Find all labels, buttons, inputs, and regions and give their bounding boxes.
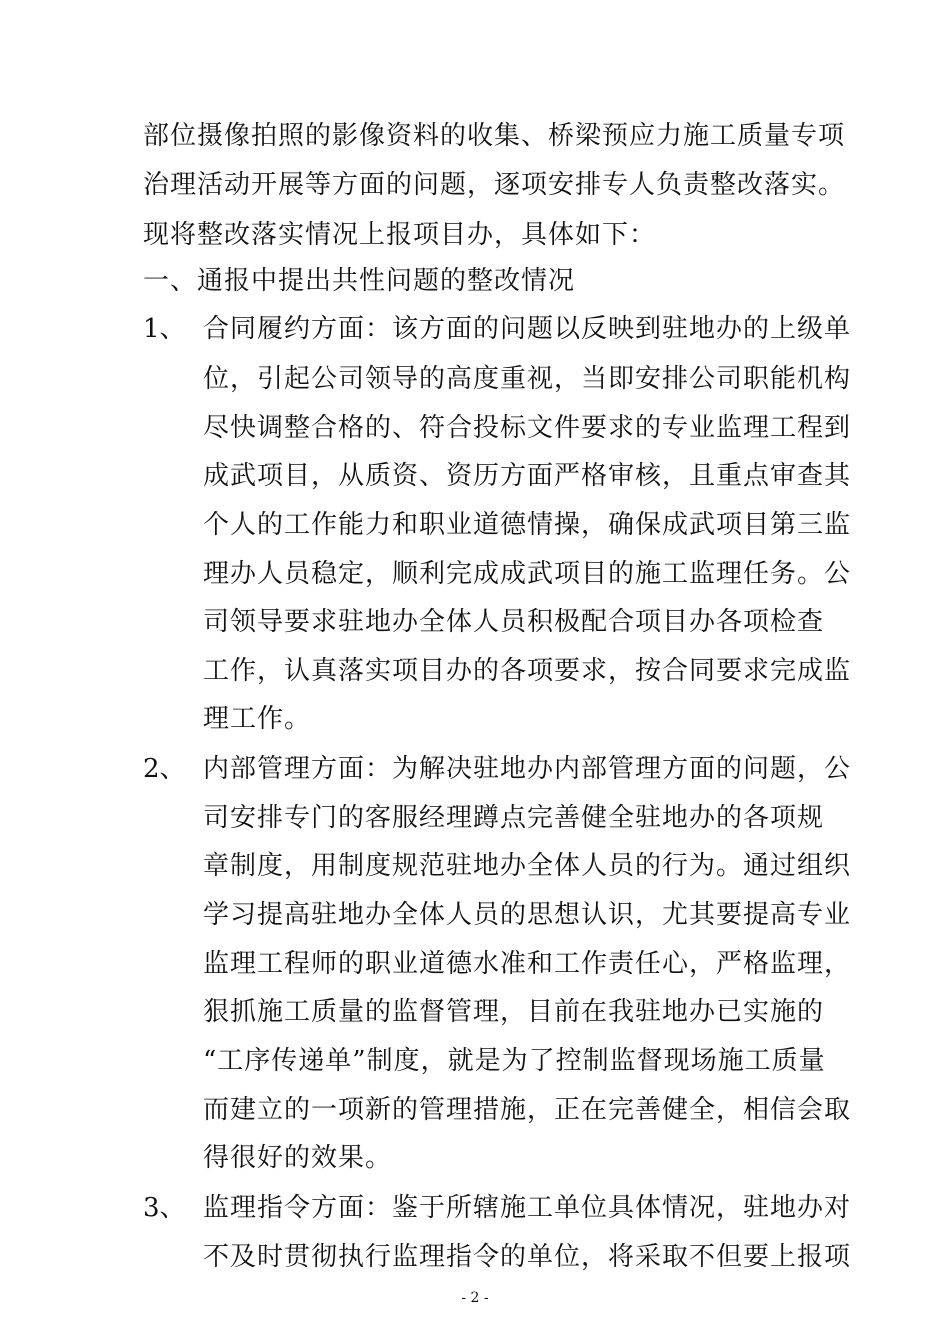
item-number: 3、	[143, 1193, 186, 1223]
item-line: 位，引起公司领导的高度重视，当即安排公司职能机构	[203, 364, 852, 394]
item-line: 内部管理方面：为解决驻地办内部管理方面的问题，公	[203, 754, 852, 784]
intro-line: 现将整改落实情况上报项目办，具体如下：	[143, 220, 657, 250]
section-heading: 一、通报中提出共性问题的整改情况	[143, 266, 576, 296]
item-line: 个人的工作能力和职业道德情操，确保成武项目第三监	[203, 510, 852, 540]
page-number: - 2 -	[461, 1290, 489, 1306]
intro-line: 部位摄像拍照的影像资料的收集、桥梁预应力施工质量专项	[143, 121, 846, 151]
item-line: 理工作。	[203, 704, 312, 734]
item-line: 学习提高驻地办全体人员的思想认识，尤其要提高专业	[203, 900, 852, 930]
item-line: 司领导要求驻地办全体人员积极配合项目办各项检查	[203, 607, 825, 637]
item-line: 章制度，用制度规范驻地办全体人员的行为。通过组织	[203, 851, 852, 881]
item-number: 2、	[143, 754, 186, 784]
item-line: 狠抓施工质量的监督管理，目前在我驻地办已实施的	[203, 997, 825, 1027]
item-line: 成武项目，从质资、资历方面严格审核，且重点审查其	[203, 461, 852, 491]
item-line: “工序传递单”制度，就是为了控制监督现场施工质量	[203, 1046, 826, 1076]
item-line: 司安排专门的客服经理蹲点完善健全驻地办的各项规	[203, 803, 825, 833]
item-line: 得很好的效果。	[203, 1143, 393, 1173]
item-line: 而建立的一项新的管理措施，正在完善健全，相信会取	[203, 1095, 852, 1125]
item-line: 不及时贯彻执行监理指令的单位，将采取不但要上报项	[203, 1242, 852, 1272]
item-line: 理办人员稳定，顺利完成成武项目的施工监理任务。公	[203, 559, 852, 589]
item-line: 监理指令方面：鉴于所辖施工单位具体情况，驻地办对	[203, 1193, 852, 1223]
item-number: 1、	[143, 314, 186, 344]
item-line: 尽快调整合格的、符合投标文件要求的专业监理工程到	[203, 413, 852, 443]
item-line: 工作，认真落实项目办的各项要求，按合同要求完成监	[203, 656, 852, 686]
intro-line: 治理活动开展等方面的问题，逐项安排专人负责整改落实。	[143, 170, 846, 200]
item-line: 监理工程师的职业道德水准和工作责任心，严格监理，	[203, 949, 852, 979]
item-line: 合同履约方面：该方面的问题以反映到驻地办的上级单	[203, 314, 852, 344]
